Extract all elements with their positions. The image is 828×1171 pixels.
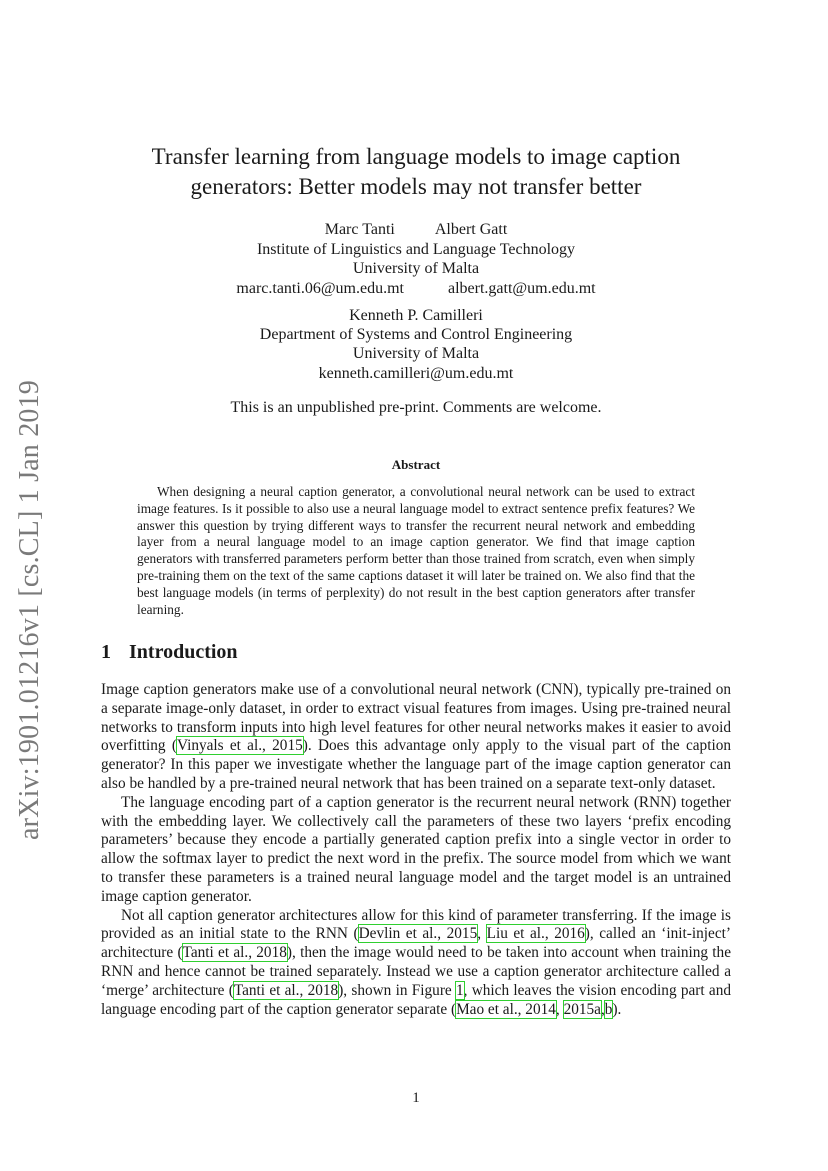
preprint-note: This is an unpublished pre-print. Comments are welcome. bbox=[230, 399, 602, 416]
page-number: 1 bbox=[412, 1090, 420, 1106]
abstract-heading: Abstract bbox=[391, 457, 441, 472]
text-run: ). Does this advantage only apply to the visual part of the caption generator? In this paper we investigate whether the language part of the image caption generator can also be handled by a pre-trained neural network that has been trained on a separate text-only dataset. bbox=[101, 737, 731, 792]
author-name: Marc Tanti bbox=[324, 221, 395, 238]
title-line-1: Transfer learning from language models to image caption bbox=[151, 144, 681, 169]
introduction-body bbox=[101, 681, 731, 1019]
author-institute: Institute of Linguistics and Language Technology bbox=[256, 241, 576, 258]
text-run: , which leaves the vision encoding part and language encoding part of the caption generator separate ( bbox=[101, 981, 732, 1018]
text-run: , bbox=[600, 1000, 605, 1018]
text-run: , bbox=[555, 1000, 564, 1018]
paper-title bbox=[100, 142, 732, 202]
citation-link[interactable]: Devlin et al., 2015 bbox=[358, 925, 478, 943]
citation-link[interactable]: Liu et al., 2016 bbox=[486, 925, 585, 943]
citation-link[interactable]: Tanti et al., 2018 bbox=[182, 944, 287, 962]
section-heading bbox=[101, 641, 238, 664]
section-title: Introduction bbox=[129, 641, 238, 663]
citation-link[interactable]: 2015a bbox=[563, 1000, 601, 1018]
text-run: Not all caption generator architectures allow for this kind of parameter transferring. If the image is provided as an initial state to the RNN ( bbox=[101, 906, 731, 943]
citation-link[interactable]: Vinyals et al., 2015 bbox=[176, 737, 303, 755]
citation-link[interactable]: Mao et al., 2014 bbox=[456, 1000, 556, 1018]
text-run: ). bbox=[612, 1000, 622, 1018]
author-email: kenneth.camilleri@um.edu.mt bbox=[318, 365, 514, 382]
author-name: Kenneth P. Camilleri bbox=[349, 307, 483, 324]
author-name: Albert Gatt bbox=[434, 221, 508, 238]
paragraph: The language encoding part of a caption generator is the recurrent neural network (RNN) together with the embedding layer. We collectively call the parameters of these two layers ‘prefix encoding parameters’ because they encode a partially generated caption prefix into a single vector in order to allow the softmax layer to predict the next word in the prefix. The source model from which we want to transfer these parameters is a trained neural language model and the target model is an untrained image caption generator. bbox=[101, 793, 731, 905]
abstract-text: When designing a neural caption generator, a convolutional neural network can be used to extract image features. Is it possible to also use a neural language model to extract sentence prefix features? We answer this question by trying different ways to transfer the recurrent neural network and embedding layer from a neural language model to an image caption generator. We find that image caption generators with transferred parameters perform better than those trained from scratch, even when simply pre-training them on the text of the same captions dataset it will later be trained on. We also find that the best language models (in terms of perplexity) do not result in the best caption generators after transfer learning. bbox=[137, 484, 695, 617]
text-run: ), then the image would need to be taken into account when training the RNN and hence cannot be trained separately. Instead we use a caption generator architecture called a ‘merge’ architecture ( bbox=[101, 944, 731, 999]
citation-link[interactable]: Tanti et al., 2018 bbox=[233, 981, 339, 999]
author-institute: Department of Systems and Control Engineering bbox=[259, 326, 573, 343]
author-emails-row bbox=[100, 280, 732, 298]
text-run: ), shown in Figure bbox=[338, 981, 456, 999]
arxiv-side-stamp: arXiv:1901.01216v1 [cs.CL] 1 Jan 2019 bbox=[14, 379, 45, 840]
section-number: 1 bbox=[101, 641, 111, 663]
author-email: albert.gatt@um.edu.mt bbox=[448, 280, 596, 297]
figure-link[interactable]: 1 bbox=[455, 981, 464, 999]
text-run: Image caption generators make use of a convolutional neural network (CNN), typically pre-trained on a separate image-only dataset, in order to extract visual features from images. Using pre-trained neural networks to transform inputs into high level features for other neural networks makes it easier to avoid overfitting ( bbox=[101, 681, 731, 755]
author-university: University of Malta bbox=[352, 345, 480, 362]
text-run: , bbox=[477, 925, 487, 943]
authors-row-1 bbox=[100, 221, 732, 239]
citation-link[interactable]: b bbox=[604, 1000, 613, 1018]
paragraph bbox=[101, 907, 731, 1020]
paragraph bbox=[101, 681, 731, 794]
title-line-2: generators: Better models may not transfer better bbox=[190, 174, 642, 199]
author-university: University of Malta bbox=[352, 260, 480, 277]
text-run: ), called an ‘init-inject’ architecture ( bbox=[101, 925, 731, 962]
author-email: marc.tanti.06@um.edu.mt bbox=[236, 280, 404, 297]
